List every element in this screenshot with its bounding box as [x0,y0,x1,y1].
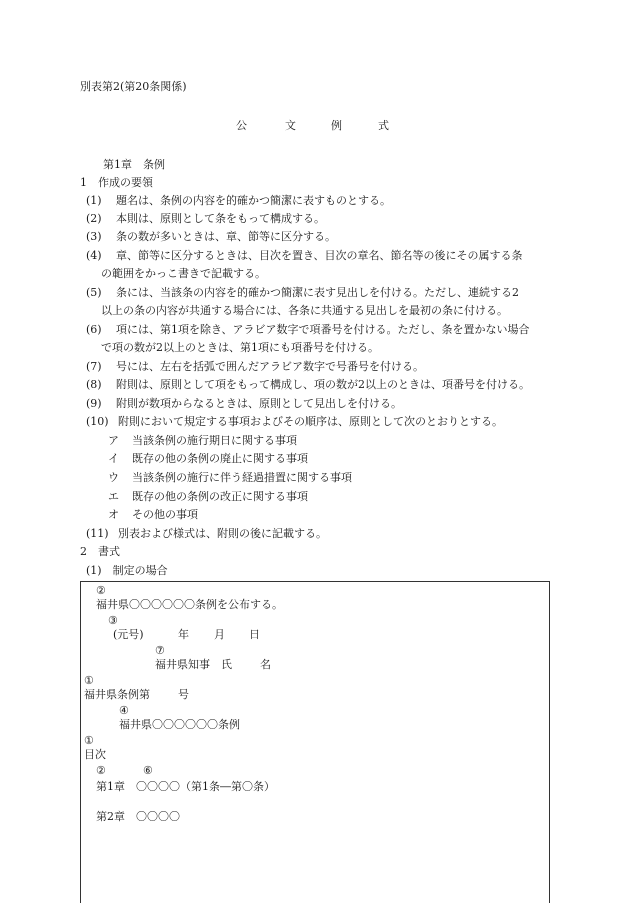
item-number: (4) [86,249,102,262]
toc-label: 目次 [84,748,106,761]
item-text-continued: の範囲をかっこ書きで記載する。 [101,267,266,280]
table-reference: 別表第2(第20条関係) [80,80,187,93]
title-char: 公 [236,119,247,132]
subitem-text: 既存の他の条例の改正に関する事項 [132,490,308,503]
chapter-heading: 第1章 条例 [103,158,165,171]
section-heading: 1 作成の要領 [80,176,153,189]
marker-4: ④ [119,704,129,717]
day-label: 日 [249,628,260,641]
subitem-mark: イ [108,452,119,465]
title-char: 文 [285,119,296,132]
item-text: 題名は、条例の内容を的確かつ簡潔に表すものとする。 [116,194,391,207]
item-number: (11) [86,527,109,540]
item-text: 号には、左右を括弧で囲んだアラビア数字で号番号を付ける。 [116,360,424,373]
marker-7: ⑦ [155,644,165,657]
governor-label: 福井県知事 氏 [155,658,232,671]
item-number: (7) [86,360,102,373]
toc-chapter-1: 第1章 〇〇〇〇（第1条―第〇条） [96,780,275,793]
era-name: (元号) [113,628,144,641]
item-text-continued: 以上の条の内容が共通する場合には、各条に共通する見出しを最初の条に付ける。 [101,304,508,317]
month-label: 月 [214,628,225,641]
section-heading: 2 書式 [80,545,120,558]
subitem-text: 既存の他の条例の廃止に関する事項 [132,452,308,465]
item-text: 項には、第1項を除き、アラビア数字で項番号を付ける。ただし、条を置かない場合 [116,323,530,336]
title-char: 例 [331,119,342,132]
subitem-text: 当該条例の施行期日に関する事項 [132,434,297,447]
document-title [0,119,630,133]
number-suffix: 号 [178,688,189,701]
item-text-continued: で項の数が2以上のときは、第1項にも項番号を付ける。 [101,341,379,354]
item-number: (6) [86,323,102,336]
item-text: 附則が数項からなるときは、原則として見出しを付ける。 [116,397,402,410]
subitem-text: その他の事項 [132,508,198,521]
item-text: 附則において規定する事項およびその順序は、原則として次のとおりとする。 [118,415,503,428]
item-text: 条の数が多いときは、章、節等に区分する。 [116,230,336,243]
marker-6: ⑥ [143,764,153,777]
item-number: (2) [86,212,102,225]
item-number: (1) [86,194,102,207]
marker-1: ① [84,734,94,747]
toc-chapter-2: 第2章 〇〇〇〇 [96,810,180,823]
marker-2: ② [96,584,106,597]
marker-2: ② [96,764,106,777]
item-number: (8) [86,378,102,391]
item-text: 条には、当該条の内容を的確かつ簡潔に表す見出しを付ける。ただし、連続する2 [116,286,519,299]
promulgation-text: 福井県〇〇〇〇〇〇条例を公布する。 [96,598,283,611]
year-label: 年 [178,628,189,641]
item-text: 別表および様式は、附則の後に記載する。 [118,527,327,540]
subitem-text: 当該条例の施行に伴う経過措置に関する事項 [132,471,352,484]
subitem-mark: ア [108,434,119,447]
subitem-mark: ウ [108,471,119,484]
item-number: (9) [86,397,102,410]
item-number: (3) [86,230,102,243]
name-label: 名 [260,658,271,671]
item-text: 附則は、原則として項をもって構成し、項の数が2以上のときは、項番号を付ける。 [116,378,530,391]
subitem-mark: オ [108,508,119,521]
marker-3: ③ [108,614,118,627]
item-number: (5) [86,286,102,299]
ordinance-number: 福井県条例第 [84,688,150,701]
item-text: 章、節等に区分するときは、目次を置き、目次の章名、節名等の後にその属する条 [116,249,523,262]
marker-1: ① [84,674,94,687]
subitem-mark: エ [108,490,119,503]
subsection-heading: (1) 制定の場合 [86,564,168,577]
item-text: 本則は、原則として条をもって構成する。 [116,212,325,225]
item-number: (10) [86,415,109,428]
title-char: 式 [378,119,389,132]
ordinance-title: 福井県〇〇〇〇〇〇条例 [119,718,240,731]
sample-form-box [80,581,550,903]
